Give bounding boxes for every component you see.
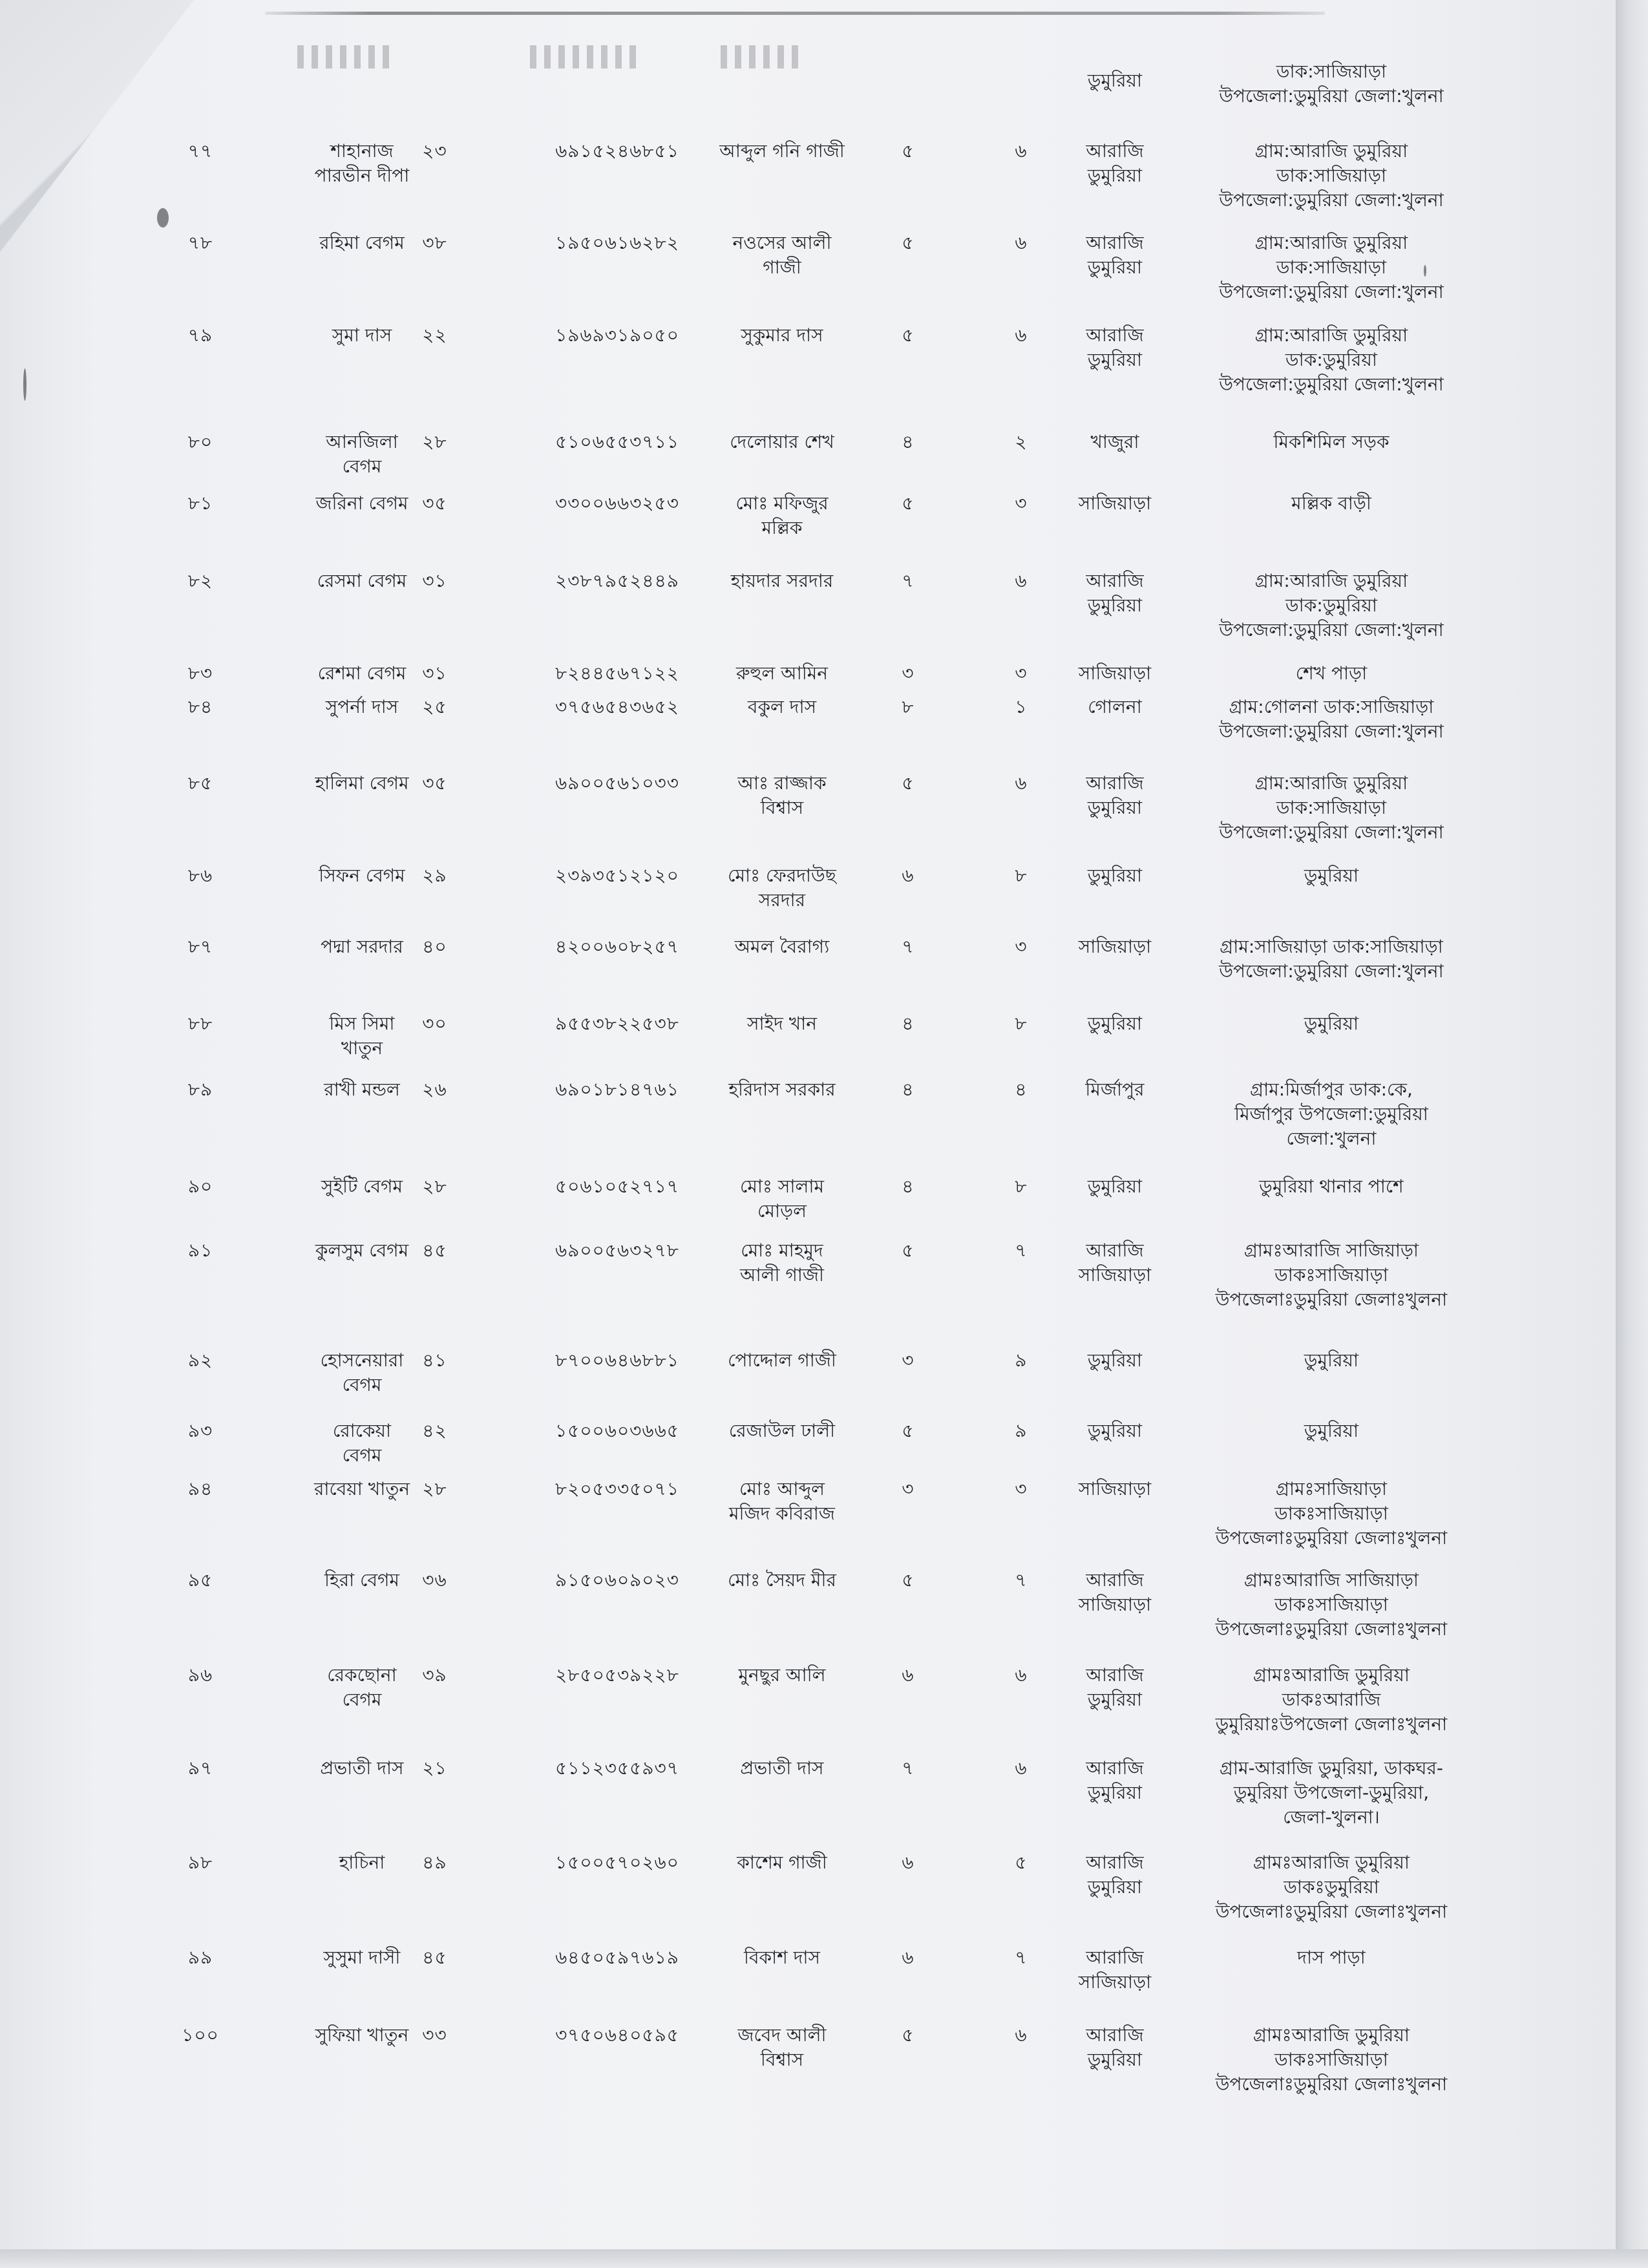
village-cell: সাজিয়াড়া [1078, 1478, 1152, 1500]
female-count-cell: ৬ [1015, 2024, 1028, 2046]
village-cell: ডুমুরিয়া [1087, 1176, 1143, 1197]
male-count-cell: ৪ [902, 1079, 914, 1100]
name-cell: পদ্মা সরদার [321, 936, 403, 957]
nid-cell: ৩৩০০৬৬৩২৫৩ [555, 493, 680, 514]
name-cell: রেসমা বেগম [317, 570, 407, 591]
father-husband-name-cell: কাশেম গাজী [737, 1852, 827, 1873]
age-cell: ২৯ [422, 865, 447, 886]
age-cell: ৩৯ [422, 1664, 447, 1686]
serial-cell: ৮৫ [187, 772, 213, 794]
nid-cell: ৫১১২৩৫৫৯৩৭ [555, 1757, 679, 1779]
serial-cell: ৮৪ [187, 696, 213, 717]
serial-cell: ৮১ [187, 493, 213, 514]
father-husband-name-cell: সাইদ খান [746, 1013, 817, 1034]
address-cell: ডুমুরিয়া [1304, 1013, 1359, 1034]
nid-cell: ১৫০০৫৭০২৬০ [555, 1852, 679, 1873]
nid-cell: ১৫০০৬০৩৬৬৫ [555, 1420, 679, 1441]
father-husband-name-cell: মোঃ মাহমুদ আলী গাজী [740, 1240, 824, 1286]
female-count-cell: ৬ [1015, 1757, 1028, 1779]
serial-cell: ৯৫ [187, 1569, 213, 1591]
village-cell: আরাজি ডুমুরিয়া [1086, 570, 1144, 616]
address-cell: গ্রামঃআরাজি সাজিয়াড়া ডাকঃসাজিয়াড়া উপজেলাঃডুমুরিয়া জেলাঃখুলনা [1215, 1569, 1448, 1640]
age-cell: ৩৫ [422, 493, 447, 514]
nid-cell: ৯৫৫৩৮২২৫৩৮ [555, 1013, 679, 1034]
female-count-cell: ৩ [1015, 493, 1028, 514]
address-cell: ডুমুরিয়া থানার পাশে [1259, 1176, 1404, 1197]
village-cell: আরাজি ডুমুরিয়া [1086, 232, 1144, 278]
female-count-cell: ৬ [1015, 140, 1028, 162]
village-cell: আরাজি ডুমুরিয়া [1086, 1852, 1144, 1898]
age-cell: ২৮ [422, 1176, 447, 1197]
name-cell: প্রভাতী দাস [320, 1757, 404, 1779]
cut-off-text [297, 45, 394, 69]
male-count-cell: ৬ [902, 865, 914, 886]
nid-cell: ৮২০৫৩৩৫০৭১ [555, 1478, 679, 1500]
serial-cell: ৮৯ [187, 1079, 213, 1100]
name-cell: রেকছোনা বেগম [327, 1664, 397, 1710]
nid-cell: ৪২০০৬০৮২৫৭ [555, 936, 679, 957]
serial-cell: ৮০ [187, 431, 213, 452]
female-count-cell: ৪ [1015, 1079, 1028, 1100]
name-cell: শাহানাজ পারভীন দীপা [314, 140, 410, 186]
serial-cell: ৮৭ [187, 936, 213, 957]
village-cell: সাজিয়াড়া [1078, 936, 1152, 957]
name-cell: রাখী মন্ডল [324, 1079, 400, 1100]
address-cell: ডুমুরিয়া [1304, 1350, 1359, 1371]
female-count-cell: ৯ [1015, 1350, 1028, 1371]
village-cell: সাজিয়াড়া [1078, 493, 1152, 514]
father-husband-name-cell: আব্দুল গনি গাজী [719, 140, 845, 162]
male-count-cell: ৫ [902, 493, 914, 514]
female-count-cell: ৩ [1015, 662, 1028, 684]
name-cell: সুপর্না দাস [325, 696, 399, 717]
age-cell: ২২ [422, 324, 447, 346]
name-cell: কুলসুম বেগম [315, 1240, 409, 1261]
nid-cell: ৬৯০১৮১৪৭৬১ [555, 1079, 679, 1100]
female-count-cell: ৬ [1015, 324, 1028, 346]
nid-cell: ৮৭০০৬৪৬৮৮১ [555, 1350, 679, 1371]
age-cell: ৪৯ [422, 1852, 447, 1873]
male-count-cell: ৫ [902, 1240, 914, 1261]
serial-cell: ৮৮ [187, 1013, 213, 1034]
address-cell: গ্রাম:আরাজি ডুমুরিয়া ডাক:সাজিয়াড়া উপজেলা:ডুমুরিয়া জেলা:খুলনা [1219, 232, 1444, 302]
village-cell: আরাজি ডুমুরিয়া [1086, 140, 1144, 186]
father-husband-name-cell: সুকুমার দাস [741, 324, 823, 346]
age-cell: ২৬ [422, 1079, 447, 1100]
age-cell: ৩৫ [422, 772, 447, 794]
female-count-cell: ৩ [1015, 1478, 1028, 1500]
male-count-cell: ৬ [902, 1852, 914, 1873]
female-count-cell: ৬ [1015, 232, 1028, 253]
male-count-cell: ৩ [902, 1478, 914, 1500]
village-cell: ডুমুরিয়া [1087, 1420, 1143, 1441]
address-cell: ডুমুরিয়া [1304, 865, 1359, 886]
nid-cell: ২৮৫০৫৩৯২২৮ [555, 1664, 679, 1686]
serial-cell: ৮২ [187, 570, 213, 591]
name-cell: রাবেয়া খাতুন [313, 1478, 410, 1500]
age-cell: ৩১ [422, 570, 447, 591]
male-count-cell: ৫ [902, 1420, 914, 1441]
female-count-cell: ৭ [1015, 1240, 1028, 1261]
female-count-cell: ৬ [1015, 570, 1028, 591]
village-cell: সাজিয়াড়া [1078, 662, 1152, 684]
male-count-cell: ৪ [902, 1013, 914, 1034]
address-cell: ডুমুরিয়া [1304, 1420, 1359, 1441]
father-husband-name-cell: দেলোয়ার শেখ [730, 431, 834, 452]
age-cell: ৪১ [422, 1350, 447, 1371]
male-count-cell: ৫ [902, 232, 914, 253]
male-count-cell: ৫ [902, 1569, 914, 1591]
address-cell: মল্লিক বাড়ী [1291, 493, 1371, 514]
name-cell: হালিমা বেগম [315, 772, 409, 794]
serial-cell: ৯৭ [187, 1757, 213, 1779]
village-cell: খাজুরা [1090, 431, 1139, 452]
serial-cell: ৭৮ [187, 232, 213, 253]
father-husband-name-cell: জবেদ আলী বিশ্বাস [737, 2024, 827, 2070]
male-count-cell: ৫ [902, 772, 914, 794]
father-husband-name-cell: অমল বৈরাগ্য [734, 936, 830, 957]
serial-cell: ৯৯ [187, 1947, 213, 1968]
female-count-cell: ৯ [1015, 1420, 1028, 1441]
name-cell: সুমা দাস [332, 324, 392, 346]
female-count-cell: ৬ [1015, 772, 1028, 794]
female-count-cell: ৩ [1015, 936, 1028, 957]
address-cell: গ্রাম:আরাজি ডুমুরিয়া ডাক:সাজিয়াড়া উপজেলা:ডুমুরিয়া জেলা:খুলনা [1219, 140, 1444, 211]
age-cell: ৪২ [422, 1420, 447, 1441]
name-cell: সিফন বেগম [319, 865, 405, 886]
male-count-cell: ৮ [902, 696, 914, 717]
nid-cell: ৫১০৬৫৫৩৭১১ [555, 431, 679, 452]
address-cell: গ্রাম:আরাজি ডুমুরিয়া ডাক:ডুমুরিয়া উপজেলা:ডুমুরিয়া জেলা:খুলনা [1219, 570, 1444, 641]
name-cell: সুফিয়া খাতুন [315, 2024, 409, 2046]
village-cell: ডুমুরিয়া [1087, 70, 1143, 91]
serial-cell: ৭৭ [187, 140, 213, 162]
page-bottom-edge [0, 2249, 1648, 2268]
female-count-cell: ৮ [1015, 1176, 1028, 1197]
age-cell: ৩০ [422, 1013, 447, 1034]
serial-cell: ৯৬ [187, 1664, 213, 1686]
father-husband-name-cell: মোঃ সালাম মোড়ল [739, 1176, 824, 1222]
village-cell: আরাজি সাজিয়াড়া [1078, 1569, 1152, 1615]
village-cell: আরাজি ডুমুরিয়া [1086, 1664, 1144, 1710]
address-cell: গ্রামঃআরাজি ডুমুরিয়া ডাকঃডুমুরিয়া উপজেলাঃডুমুরিয়া জেলাঃখুলনা [1215, 1852, 1448, 1922]
female-count-cell: ৫ [1015, 1852, 1028, 1873]
address-cell: শেখ পাড়া [1295, 662, 1368, 684]
male-count-cell: ৭ [902, 1757, 914, 1779]
serial-cell: ৮৩ [187, 662, 213, 684]
age-cell: ৪৫ [422, 1240, 447, 1261]
nid-cell: ৫০৬১০৫২৭১৭ [555, 1176, 679, 1197]
name-cell: রেশমা বেগম [317, 662, 407, 684]
nid-cell: ৮২৪৪৫৬৭১২২ [555, 662, 679, 684]
nid-cell: ৩৭৫০৬৪০৫৯৫ [555, 2024, 679, 2046]
nid-cell: ২৩৮৭৯৫২৪৪৯ [555, 570, 679, 591]
age-cell: ৩৩ [422, 2024, 447, 2046]
serial-cell: ৯৮ [187, 1852, 213, 1873]
father-husband-name-cell: বিকাশ দাস [743, 1947, 821, 1968]
age-cell: ২৮ [422, 1478, 447, 1500]
serial-cell: ৮৬ [187, 865, 213, 886]
age-cell: ৪০ [422, 936, 447, 957]
nid-cell: ৩৭৫৬৫৪৩৬৫২ [555, 696, 679, 717]
female-count-cell: ১ [1015, 696, 1028, 717]
name-cell: হিরা বেগম [324, 1569, 399, 1591]
age-cell: ৩১ [422, 662, 447, 684]
father-husband-name-cell: আঃ রাজ্জাক বিশ্বাস [737, 772, 827, 818]
serial-cell: ১০০ [182, 2024, 219, 2046]
male-count-cell: ৬ [902, 1664, 914, 1686]
village-cell: মির্জাপুর [1085, 1079, 1145, 1100]
male-count-cell: ৬ [902, 1947, 914, 1968]
nid-cell: ১৯৬৯৩১৯০৫০ [555, 324, 679, 346]
male-count-cell: ৪ [902, 431, 914, 452]
village-cell: ডুমুরিয়া [1087, 1013, 1143, 1034]
serial-cell: ৭৯ [187, 324, 213, 346]
name-cell: জরিনা বেগম [315, 493, 408, 514]
village-cell: আরাজি ডুমুরিয়া [1086, 1757, 1144, 1803]
nid-cell: ৬৯০০৫৬১০৩৩ [555, 772, 679, 794]
male-count-cell: ৩ [902, 1350, 914, 1371]
address-cell: দাস পাড়া [1297, 1947, 1366, 1968]
village-cell: আরাজি সাজিয়াড়া [1078, 1240, 1152, 1286]
name-cell: রহিমা বেগম [319, 232, 405, 253]
name-cell: সুসুমা দাসী [323, 1947, 401, 1968]
scan-smudge [23, 368, 26, 401]
male-count-cell: ৪ [902, 1176, 914, 1197]
female-count-cell: ২ [1015, 431, 1028, 452]
father-husband-name-cell: রুহুল আমিন [735, 662, 829, 684]
address-cell: গ্রাম:আরাজি ডুমুরিয়া ডাক:ডুমুরিয়া উপজেলা:ডুমুরিয়া জেলা:খুলনা [1219, 324, 1444, 395]
serial-cell: ৯৩ [187, 1420, 213, 1441]
address-cell: গ্রামঃসাজিয়াড়া ডাকঃসাজিয়াড়া উপজেলাঃডুমুরিয়া জেলাঃখুলনা [1215, 1478, 1448, 1549]
age-cell: ৪৫ [422, 1947, 447, 1968]
male-count-cell: ৭ [902, 570, 914, 591]
top-rule-line [265, 12, 1325, 15]
father-husband-name-cell: মোঃ আব্দুল মজিদ কবিরাজ [729, 1478, 835, 1524]
father-husband-name-cell: হরিদাস সরকার [728, 1079, 836, 1100]
village-cell: আরাজি সাজিয়াড়া [1078, 1947, 1152, 1993]
name-cell: হোসনেয়ারা বেগম [320, 1350, 404, 1395]
father-husband-name-cell: মুনছুর আলি [738, 1664, 826, 1686]
male-count-cell: ৫ [902, 2024, 914, 2046]
female-count-cell: ৭ [1015, 1947, 1028, 1968]
serial-cell: ৯১ [187, 1240, 213, 1261]
address-cell: গ্রাম:সাজিয়াড়া ডাক:সাজিয়াড়া উপজেলা:ডুমুরিয়া জেলা:খুলনা [1219, 936, 1444, 982]
name-cell: আনজিলা বেগম [326, 431, 398, 477]
nid-cell: ৬৯০০৫৬৩২৭৮ [555, 1240, 679, 1261]
address-cell: গ্রামঃআরাজি ডুমুরিয়া ডাকঃআরাজি ডুমুরিয়াঃউপজেলা জেলাঃখুলনা [1215, 1664, 1448, 1735]
age-cell: ৩৬ [422, 1569, 447, 1591]
father-husband-name-cell: মোঃ মফিজুর মল্লিক [735, 493, 829, 538]
address-cell: গ্রাম-আরাজি ডুমুরিয়া, ডাকঘর- ডুমুরিয়া উপজেলা-ডুমুরিয়া, জেলা-খুলনা। [1220, 1757, 1443, 1828]
address-cell: গ্রাম:মির্জাপুর ডাক:কে, মির্জাপুর উপজেলা:ডুমুরিয়া জেলা:খুলনা [1234, 1079, 1428, 1149]
village-cell: আরাজি ডুমুরিয়া [1086, 2024, 1144, 2070]
nid-cell: ৬৪৫০৫৯৭৬১৯ [555, 1947, 679, 1968]
father-husband-name-cell: মোঃ ফেরদাউছ সরদার [728, 865, 836, 911]
nid-cell: ৬৯১৫২৪৬৮৫১ [555, 140, 679, 162]
age-cell: ২৩ [422, 140, 447, 162]
village-cell: আরাজি ডুমুরিয়া [1086, 772, 1144, 818]
address-cell: মিকশিমিল সড়ক [1273, 431, 1389, 452]
male-count-cell: ৫ [902, 140, 914, 162]
name-cell: সুইটি বেগম [321, 1176, 403, 1197]
village-cell: ডুমুরিয়া [1087, 1350, 1143, 1371]
address-cell: ডাক:সাজিয়াড়া উপজেলা:ডুমুরিয়া জেলা:খুলনা [1219, 61, 1444, 107]
female-count-cell: ৮ [1015, 865, 1028, 886]
name-cell: মিস সিমা খাতুন [329, 1013, 395, 1059]
nid-cell: ১৯৫০৬১৬২৮২ [555, 232, 679, 253]
nid-cell: ২৩৯৩৫১২১২০ [555, 865, 679, 886]
page-right-edge [1616, 0, 1648, 2268]
age-cell: ২১ [422, 1757, 447, 1779]
age-cell: ২৫ [422, 696, 447, 717]
name-cell: রোকেয়া বেগম [332, 1420, 392, 1466]
serial-cell: ৯২ [187, 1350, 213, 1371]
name-cell: হাচিনা [339, 1852, 385, 1873]
village-cell: গোলনা [1088, 696, 1142, 717]
address-cell: গ্রাম:গোলনা ডাক:সাজিয়াড়া উপজেলা:ডুমুরিয়া জেলা:খুলনা [1219, 696, 1444, 742]
female-count-cell: ৭ [1015, 1569, 1028, 1591]
cut-off-text [721, 45, 798, 69]
nid-cell: ৯১৫০৬০৯০২৩ [555, 1569, 679, 1591]
father-husband-name-cell: পোদ্দোল গাজী [728, 1350, 836, 1371]
village-cell: ডুমুরিয়া [1087, 865, 1143, 886]
female-count-cell: ৮ [1015, 1013, 1028, 1034]
male-count-cell: ৩ [902, 662, 914, 684]
father-husband-name-cell: নওসের আলী গাজী [732, 232, 832, 278]
cut-off-text [530, 45, 640, 69]
father-husband-name-cell: হায়দার সরদার [730, 570, 834, 591]
address-cell: গ্রামঃআরাজি সাজিয়াড়া ডাকঃসাজিয়াড়া উপজেলাঃডুমুরিয়া জেলাঃখুলনা [1215, 1240, 1448, 1310]
address-cell: গ্রামঃআরাজি ডুমুরিয়া ডাকঃসাজিয়াড়া উপজেলাঃডুমুরিয়া জেলাঃখুলনা [1215, 2024, 1448, 2095]
village-cell: আরাজি ডুমুরিয়া [1086, 324, 1144, 370]
age-cell: ২৮ [422, 431, 447, 452]
male-count-cell: ৭ [902, 936, 914, 957]
scan-smudge [157, 208, 169, 228]
father-husband-name-cell: প্রভাতী দাস [740, 1757, 824, 1779]
serial-cell: ৯৪ [187, 1478, 213, 1500]
father-husband-name-cell: বকুল দাস [747, 696, 817, 717]
serial-cell: ৯০ [187, 1176, 213, 1197]
male-count-cell: ৫ [902, 324, 914, 346]
father-husband-name-cell: রেজাউল ঢালী [728, 1420, 836, 1441]
female-count-cell: ৬ [1015, 1664, 1028, 1686]
address-cell: গ্রাম:আরাজি ডুমুরিয়া ডাক:সাজিয়াড়া উপজেলা:ডুমুরিয়া জেলা:খুলনা [1219, 772, 1444, 843]
father-husband-name-cell: মোঃ সৈয়দ মীর [728, 1569, 836, 1591]
age-cell: ৩৮ [422, 232, 447, 253]
